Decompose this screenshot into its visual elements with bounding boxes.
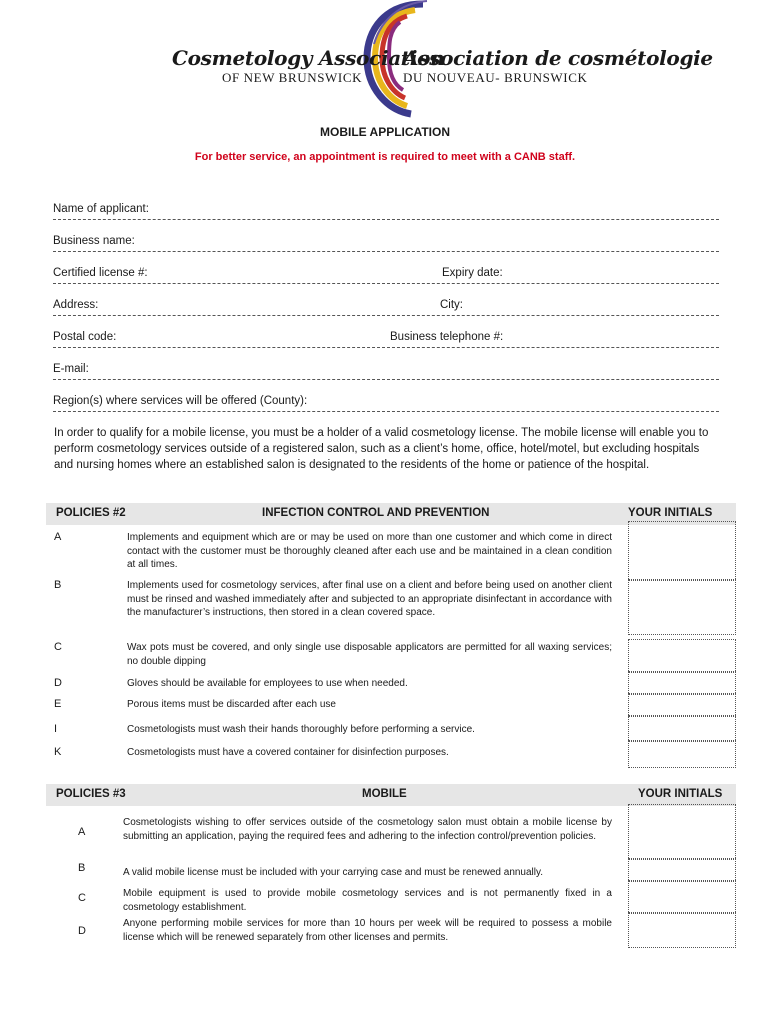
city-label: City:: [440, 299, 463, 311]
policy2-initials-box[interactable]: [628, 639, 736, 673]
mobile-heading: MOBILE: [362, 788, 407, 800]
email-label: E-mail:: [53, 363, 89, 375]
policy3-row-text: Mobile equipment is used to provide mobile cosmetology services and is not permanently fixed in a cosmetology establishment.: [123, 888, 612, 913]
business-name-label: Business name:: [53, 235, 135, 247]
address-label: Address:: [53, 299, 99, 311]
policy2-row-letter: I: [54, 723, 58, 735]
policy2-row-letter: C: [54, 641, 62, 653]
policy2-initials-box[interactable]: [628, 521, 736, 581]
expiry-label: Expiry date:: [442, 267, 503, 279]
policy3-row-text: Cosmetologists wishing to offer services outside of the cosmetology salon must obtain a mobile license by submitting an application, paying the required fees and adhering to the infection control/prevention policies.: [123, 817, 612, 842]
policies-2-title: POLICIES #2: [56, 507, 126, 519]
policy2-row-letter: D: [54, 677, 62, 689]
logo-french-name: Association de cosmétologie: [403, 46, 713, 70]
policy2-row-letter: A: [54, 531, 62, 543]
license-expiry-row[interactable]: [53, 267, 719, 284]
regions-label: Region(s) where services will be offered (County):: [53, 395, 308, 407]
policy2-row-text: Implements used for cosmetology services, after final use on a client and before being used on another client must be rinsed and washed immediately after and subjected to an appropriate disinfectant in accordance with the manufacturer’s instructions, then stored in a clean covered space.: [127, 580, 612, 618]
policy3-row-letter: D: [78, 925, 86, 937]
regions-field[interactable]: [53, 395, 719, 412]
policy2-row-letter: E: [54, 698, 62, 710]
policy2-row-letter: K: [54, 746, 62, 758]
policy2-row-text: Cosmetologists must wash their hands thoroughly before performing a service.: [127, 724, 475, 735]
logo-english-subname: OF NEW BRUNSWICK: [222, 70, 363, 85]
policy2-row-text: Gloves should be available for employees to use when needed.: [127, 678, 408, 689]
policy2-initials-box[interactable]: [628, 671, 736, 695]
policy2-row-text: Implements and equipment which are or may be used on more than one customer and which come in direct contact with the customer must be thoroughly cleaned after each use and be maintained in a clean condition at all times.: [127, 532, 612, 570]
infection-control-heading: INFECTION CONTROL AND PREVENTION: [262, 507, 490, 519]
policy3-initials-box[interactable]: [628, 880, 736, 914]
policy3-row-letter: C: [78, 892, 86, 904]
policies-3-title: POLICIES #3: [56, 788, 126, 800]
business-phone-label: Business telephone #:: [390, 331, 504, 343]
your-initials-heading: YOUR INITIALS: [628, 507, 713, 519]
logo-english-name: Cosmetology Association: [172, 46, 445, 70]
license-label: Certified license #:: [53, 267, 148, 279]
policy2-initials-box[interactable]: [628, 693, 736, 717]
postal-code-label: Postal code:: [53, 331, 117, 343]
applicant-name-field[interactable]: [53, 203, 719, 220]
form-title: MOBILE APPLICATION: [320, 125, 450, 139]
policy3-row-text: A valid mobile license must be included with your carrying case and must be renewed annually.: [123, 867, 544, 878]
policy3-row-letter: A: [78, 826, 86, 838]
policy2-row-letter: B: [54, 579, 62, 591]
policy2-row-text: Porous items must be discarded after each use: [127, 699, 336, 710]
policy2-row-text: Wax pots must be covered, and only single use disposable applicators are permitted for all waxing services; no double dipping: [127, 642, 612, 667]
appointment-notice: For better service, an appointment is required to meet with a CANB staff.: [194, 151, 576, 163]
address-city-row[interactable]: [53, 299, 719, 316]
policy2-initials-box[interactable]: [628, 579, 736, 635]
policy2-initials-box[interactable]: [628, 740, 736, 768]
policies-3-header: [46, 784, 736, 806]
business-name-field[interactable]: [53, 235, 719, 252]
policy3-initials-box[interactable]: [628, 804, 736, 860]
policy3-initials-box[interactable]: [628, 858, 736, 882]
applicant-name-label: Name of applicant:: [53, 203, 149, 215]
email-field[interactable]: [53, 363, 719, 380]
postal-phone-row[interactable]: [53, 331, 719, 348]
your-initials-heading: YOUR INITIALS: [638, 788, 723, 800]
logo-french-subname: DU NOUVEAU- BRUNSWICK: [403, 70, 588, 85]
intro-paragraph: In order to qualify for a mobile license, you must be a holder of a valid cosmetology license. The mobile license will enable you to perform cosmetology services outside of a registered salon, such as a client’s home, office, hotel/motel, but excluding hospitals and nursing homes where an established salon is designated to the residents of the home or patience of the hospital.: [54, 427, 709, 471]
policy3-row-text: Anyone performing mobile services for more than 10 hours per week will be required to possess a mobile license which will be renewed separately from other licenses and permits.: [123, 918, 612, 943]
policy2-initials-box[interactable]: [628, 715, 736, 742]
policy3-initials-box[interactable]: [628, 912, 736, 948]
policy2-row-text: Cosmetologists must have a covered container for disinfection purposes.: [127, 747, 449, 758]
policy3-row-letter: B: [78, 862, 86, 874]
